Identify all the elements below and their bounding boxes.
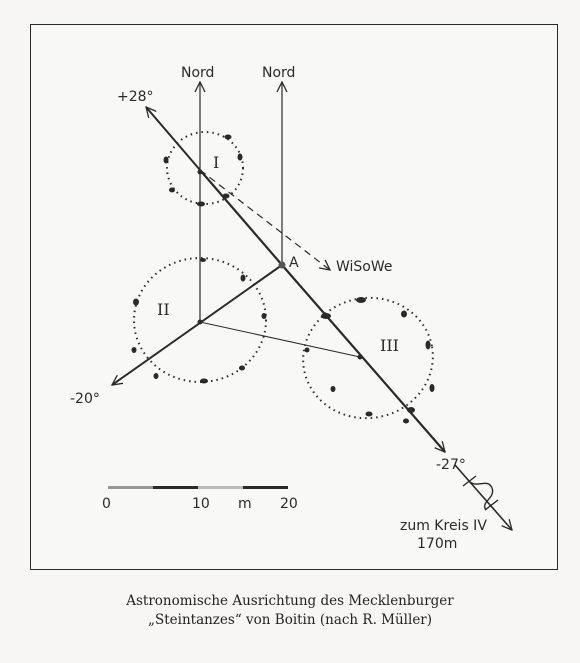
angle-label-minus20: -20° [70, 391, 100, 407]
point-a-label: A [289, 255, 299, 271]
center-point-i [198, 170, 203, 175]
stones [132, 135, 435, 424]
north-label-2: Nord [262, 65, 296, 81]
kreis-iv-label-line1: zum Kreis IV [400, 518, 487, 534]
wisowe-dashed-line [200, 170, 330, 270]
circle-i [167, 132, 243, 204]
figure-caption [0, 592, 580, 630]
direction-label-wisowe: WiSoWe [336, 259, 393, 275]
circle-iii [294, 288, 443, 429]
axis-plus28-arrow [146, 107, 200, 170]
main-axis-line-lower [282, 265, 445, 452]
point-a-marker [279, 262, 286, 269]
scale-unit: m [238, 496, 252, 512]
circle-label-i: I [213, 153, 220, 172]
kreis-iv-label-line2: 170m [417, 536, 458, 552]
axis-minus20-line [112, 265, 282, 385]
center-point-ii [198, 320, 203, 325]
scale-bar [108, 486, 288, 489]
circle-label-ii: II [157, 300, 170, 319]
caption-line-2: „Steintanzes“ von Boitin (nach R. Müller) [147, 612, 433, 628]
main-axis-line [200, 170, 282, 265]
scale-tick-0: 0 [102, 496, 111, 512]
angle-label-minus27: -27° [436, 457, 466, 473]
center-point-iii [358, 355, 363, 360]
circle-label-iii: III [380, 336, 399, 355]
scale-tick-10: 10 [192, 496, 210, 512]
caption-line-1: Astronomische Ausrichtung des Mecklenburger [126, 593, 454, 609]
north-label-1: Nord [181, 65, 215, 81]
scale-tick-20: 20 [280, 496, 298, 512]
angle-label-plus28: +28° [117, 89, 154, 105]
